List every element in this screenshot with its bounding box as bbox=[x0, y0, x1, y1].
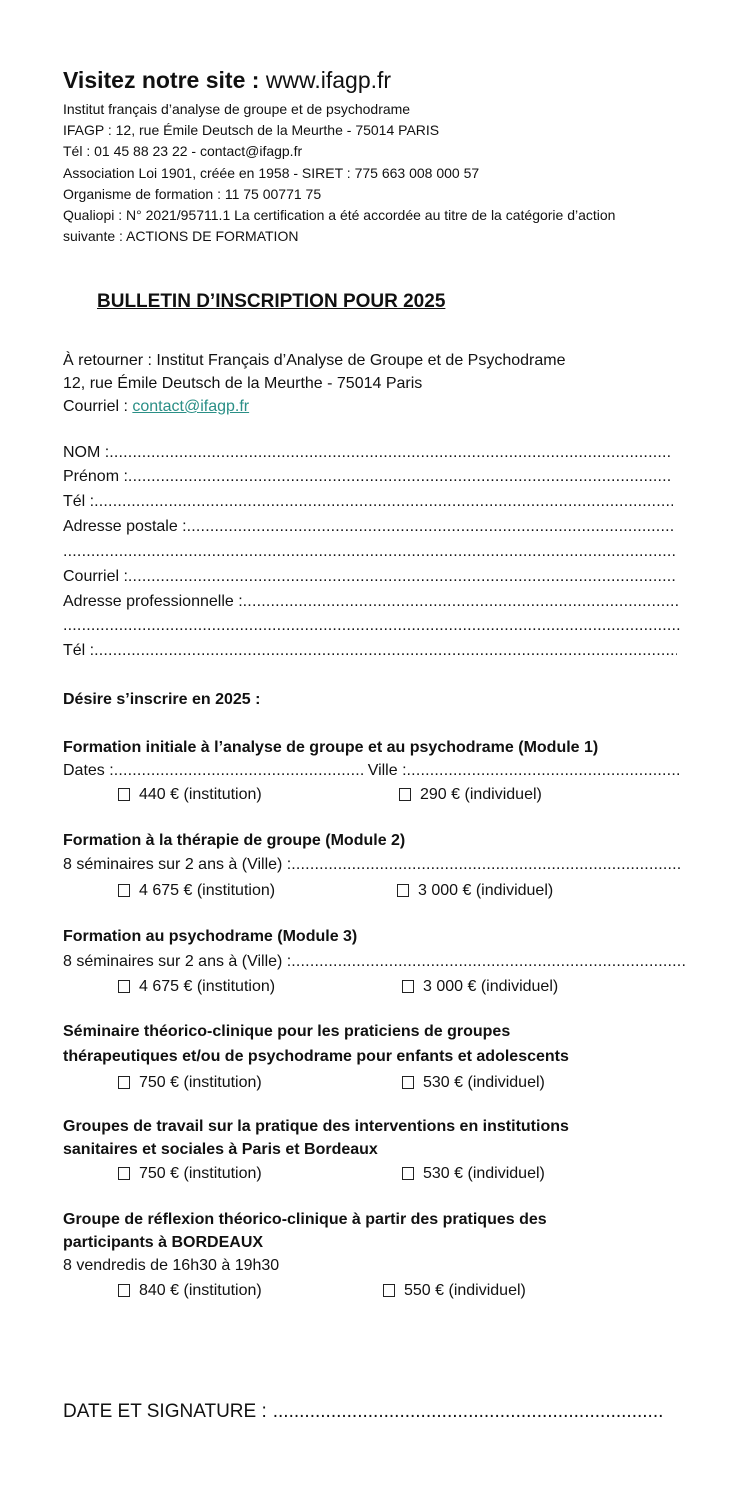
checkbox-icon[interactable] bbox=[118, 884, 130, 897]
fill-line[interactable] bbox=[128, 565, 676, 589]
module1-institution-option[interactable] bbox=[118, 783, 262, 806]
fill-line[interactable] bbox=[243, 590, 678, 614]
fill-line[interactable] bbox=[94, 639, 677, 663]
groupes-travail-title-line2: sanitaires et sociales à Paris et Bordeaux bbox=[63, 1141, 378, 1158]
option-label: 550 € (individuel) bbox=[404, 1282, 526, 1299]
fill-line[interactable] bbox=[63, 540, 675, 564]
module2-institution-option[interactable] bbox=[118, 879, 275, 902]
dates-fill-line[interactable] bbox=[114, 759, 364, 783]
seminaire-title-line2: thérapeutiques et/ou de psychodrame pour enfants et adolescents bbox=[63, 1048, 569, 1065]
groupe-reflexion-title-line2: participants à BORDEAUX bbox=[63, 1234, 264, 1251]
wish-heading: Désire s’inscrire en 2025 : bbox=[63, 691, 261, 708]
info-line: suivante : ACTIONS DE FORMATION bbox=[63, 228, 299, 245]
field-label: 8 séminaires sur 2 ans à (Ville) : bbox=[63, 856, 292, 873]
module2-title: Formation à la thérapie de groupe (Module 2) bbox=[63, 832, 406, 849]
checkbox-icon[interactable] bbox=[118, 1076, 130, 1089]
option-label: 3 000 € (individuel) bbox=[418, 882, 554, 899]
signature-label: DATE ET SIGNATURE : bbox=[63, 1401, 267, 1422]
seminaire-institution-option[interactable] bbox=[118, 1071, 262, 1094]
field-label: 8 séminaires sur 2 ans à (Ville) : bbox=[63, 953, 292, 970]
field-label: Tél : bbox=[63, 642, 95, 659]
groupes-travail-individuel-option[interactable] bbox=[402, 1162, 545, 1185]
module2-individuel-option[interactable] bbox=[397, 879, 553, 902]
site-url[interactable]: www.ifagp.fr bbox=[265, 67, 392, 93]
option-label: 840 € (institution) bbox=[139, 1282, 262, 1299]
date-signature-field[interactable] bbox=[63, 1400, 663, 1424]
site-heading bbox=[63, 66, 391, 94]
module2-ville[interactable] bbox=[63, 853, 681, 877]
organization-info bbox=[63, 99, 615, 247]
field-adresse-postale[interactable] bbox=[63, 515, 673, 539]
email-label: Courriel : bbox=[63, 398, 128, 415]
checkbox-icon[interactable] bbox=[118, 788, 130, 801]
info-line: Organisme de formation : 11 75 00771 75 bbox=[63, 185, 322, 202]
field-tel-pro[interactable] bbox=[63, 639, 677, 663]
fill-line[interactable] bbox=[63, 614, 680, 638]
info-line: Association Loi 1901, créée en 1958 - SIRET : 775 663 008 000 57 bbox=[63, 164, 480, 181]
option-label: 530 € (individuel) bbox=[423, 1074, 545, 1091]
fill-line[interactable] bbox=[128, 465, 671, 489]
option-label: 4 675 € (institution) bbox=[139, 978, 276, 995]
option-label: 290 € (individuel) bbox=[420, 786, 542, 803]
checkbox-icon[interactable] bbox=[118, 1284, 130, 1297]
field-label: Adresse professionnelle : bbox=[63, 593, 243, 610]
seminaire-title-line1: Séminaire théorico-clinique pour les praticiens de groupes bbox=[63, 1023, 511, 1040]
return-line: 12, rue Émile Deutsch de la Meurthe - 75014 Paris bbox=[63, 375, 423, 392]
fill-line[interactable] bbox=[94, 490, 673, 514]
email-link[interactable]: contact@ifagp.fr bbox=[132, 398, 250, 415]
field-courriel[interactable] bbox=[63, 565, 676, 589]
field-adresse-postale-line2[interactable] bbox=[63, 540, 675, 564]
info-line: Qualiopi : N° 2021/95711.1 La certification a été accordée au titre de la catégorie d’action bbox=[63, 207, 616, 224]
seminaire-individuel-option[interactable] bbox=[402, 1071, 545, 1094]
module3-institution-option[interactable] bbox=[118, 975, 275, 998]
dates-label: Dates : bbox=[63, 762, 114, 779]
module1-dates-ville[interactable] bbox=[63, 759, 681, 783]
fill-line[interactable] bbox=[109, 441, 671, 465]
field-label: NOM : bbox=[63, 444, 110, 461]
groupe-reflexion-schedule: 8 vendredis de 16h30 à 19h30 bbox=[63, 1257, 280, 1274]
groupes-travail-title-line1: Groupes de travail sur la pratique des interventions en institutions bbox=[63, 1118, 569, 1135]
groupe-reflexion-individuel-option[interactable] bbox=[383, 1279, 526, 1302]
groupe-reflexion-institution-option[interactable] bbox=[118, 1279, 262, 1302]
module3-ville[interactable] bbox=[63, 950, 686, 974]
field-nom[interactable] bbox=[63, 441, 671, 465]
bulletin-title: BULLETIN D’INSCRIPTION POUR 2025 bbox=[97, 291, 446, 312]
field-prenom[interactable] bbox=[63, 465, 671, 489]
groupes-travail-institution-option[interactable] bbox=[118, 1162, 262, 1185]
option-label: 750 € (institution) bbox=[139, 1074, 262, 1091]
fill-line[interactable] bbox=[187, 515, 673, 539]
checkbox-icon[interactable] bbox=[402, 980, 414, 993]
return-line: À retourner : Institut Français d’Analyse de Groupe et de Psychodrame bbox=[63, 352, 566, 369]
field-label: Adresse postale : bbox=[63, 518, 187, 535]
field-label: Prénom : bbox=[63, 468, 128, 485]
info-line: Institut français d’analyse de groupe et de psychodrame bbox=[63, 101, 411, 117]
module1-title: Formation initiale à l’analyse de groupe et au psychodrame (Module 1) bbox=[63, 739, 599, 756]
checkbox-icon[interactable] bbox=[118, 1167, 130, 1180]
visit-label: Visitez notre site : bbox=[63, 67, 260, 93]
field-adresse-pro-line2[interactable] bbox=[63, 614, 680, 638]
signature-fill-line[interactable] bbox=[273, 1400, 663, 1424]
module3-title: Formation au psychodrame (Module 3) bbox=[63, 928, 358, 945]
email-line bbox=[63, 395, 565, 418]
field-label: Courriel : bbox=[63, 568, 128, 585]
checkbox-icon[interactable] bbox=[383, 1284, 395, 1297]
info-line: IFAGP : 12, rue Émile Deutsch de la Meurthe - 75014 PARIS bbox=[63, 122, 440, 139]
checkbox-icon[interactable] bbox=[118, 980, 130, 993]
field-label: Tél : bbox=[63, 493, 95, 510]
option-label: 440 € (institution) bbox=[139, 786, 262, 803]
option-label: 4 675 € (institution) bbox=[139, 882, 276, 899]
checkbox-icon[interactable] bbox=[399, 788, 411, 801]
info-line: Tél : 01 45 88 23 22 - contact@ifagp.fr bbox=[63, 143, 303, 160]
module1-individuel-option[interactable] bbox=[399, 783, 542, 806]
field-adresse-pro[interactable] bbox=[63, 590, 678, 614]
return-address bbox=[63, 349, 565, 418]
checkbox-icon[interactable] bbox=[402, 1167, 414, 1180]
option-label: 530 € (individuel) bbox=[423, 1165, 545, 1182]
option-label: 750 € (institution) bbox=[139, 1165, 262, 1182]
fill-line[interactable] bbox=[291, 950, 686, 974]
ville-label: Ville : bbox=[367, 762, 407, 779]
checkbox-icon[interactable] bbox=[397, 884, 409, 897]
field-tel[interactable] bbox=[63, 490, 673, 514]
module3-individuel-option[interactable] bbox=[402, 975, 558, 998]
option-label: 3 000 € (individuel) bbox=[423, 978, 559, 995]
checkbox-icon[interactable] bbox=[402, 1076, 414, 1089]
groupe-reflexion-title-line1: Groupe de réflexion théorico-clinique à partir des pratiques des bbox=[63, 1211, 547, 1228]
fill-line[interactable] bbox=[291, 853, 681, 877]
ville-fill-line[interactable] bbox=[407, 759, 681, 783]
